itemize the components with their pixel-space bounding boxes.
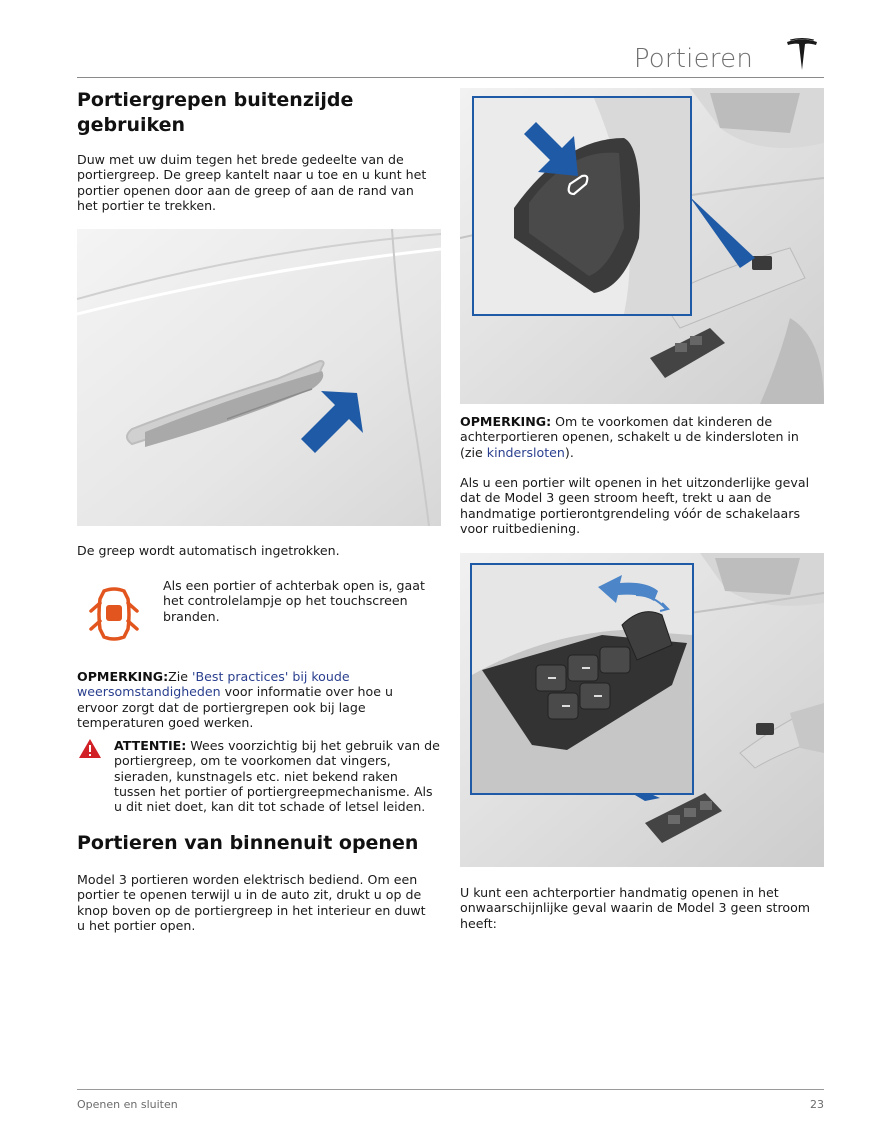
exterior-handle-figure (77, 229, 441, 526)
footer-divider (77, 1089, 824, 1090)
footer-section: Openen en sluiten (77, 1098, 178, 1111)
manual-open-paragraph: U kunt een achterportier handmatig openen in het onwaarschijnlijke geval waarin de Model 3 geen stroom heeft: (460, 885, 811, 931)
page-number: 23 (810, 1098, 824, 1111)
warning-label: ATTENTIE: (114, 738, 187, 753)
cold-weather-note (77, 669, 437, 730)
no-power-paragraph: Als u een portier wilt openen in het uitzonderlijke geval dat de Model 3 geen stroom heeft, trekt u aan de handmatige portierontgrendeling vóór de schakelaars voor ruitbediening. (460, 475, 810, 536)
note-label: OPMERKING: (77, 669, 169, 684)
page-title: Portieren (633, 44, 753, 74)
section-title-interior-open: Portieren van binnenuit openen (77, 832, 419, 854)
manual-release-figure (460, 553, 824, 867)
warning-text: Wees voorzichtig bij het gebruik van de portiergreep, om te voorkomen dat vingers, sieraden, kunstnagels etc. niet bekend raken tussen het portier of portiergreepmechanisme. Als u dit niet doet, kan dit tot schade of letsel leiden. (114, 738, 440, 815)
indicator-text: Als een portier of achterbak open is, gaat het controlelampje op het touchscreen branden. (163, 578, 425, 624)
caution-warning (114, 738, 440, 814)
warning-triangle-icon (78, 738, 102, 759)
cold-weather-link[interactable]: 'Best practices' bij koude weersomstandigheden (77, 669, 350, 700)
interior-open-paragraph: Model 3 portieren worden elektrisch bediend. Om een portier te openen terwijl u in de auto zit, drukt u op de knop boven op de portiergreep in het interieur en duwt u het portier open. (77, 872, 426, 933)
zoom-inset (472, 96, 692, 316)
right-note-pre: Om te voorkomen dat kinderen de achterportieren openen, schakelt u de kindersloten in (zie (460, 414, 799, 460)
tesla-logo-icon (786, 38, 818, 72)
release-zoom-inset (470, 563, 694, 795)
section-title-exterior-handles: Portiergrepen buitenzijde gebruiken (77, 89, 354, 136)
note-pre-text: Zie (168, 669, 193, 684)
right-note-post: ). (564, 444, 574, 460)
exterior-handle-paragraph: Duw met uw duim tegen het brede gedeelte van de portiergreep. De greep kantelt naar u toe en u kunt het portier openen door aan de greep of aan de rand van het portier te trekken. (77, 152, 427, 213)
right-note-label: OPMERKING: (460, 414, 552, 429)
press-arrow-icon (522, 120, 580, 178)
interior-button-figure (460, 88, 824, 404)
pull-arrow-icon (596, 573, 672, 613)
child-lock-link[interactable]: kindersloten (486, 444, 565, 460)
push-arrow-icon (295, 389, 365, 459)
header-divider (77, 77, 824, 78)
child-lock-note (460, 414, 820, 460)
retract-text: De greep wordt automatisch ingetrokken. (77, 543, 340, 558)
door-open-indicator-icon (88, 585, 140, 643)
note-post-text: voor informatie over hoe u ervoor zorgt dat de portiergrepen ook bij lage temperaturen goed werken. (77, 684, 393, 730)
